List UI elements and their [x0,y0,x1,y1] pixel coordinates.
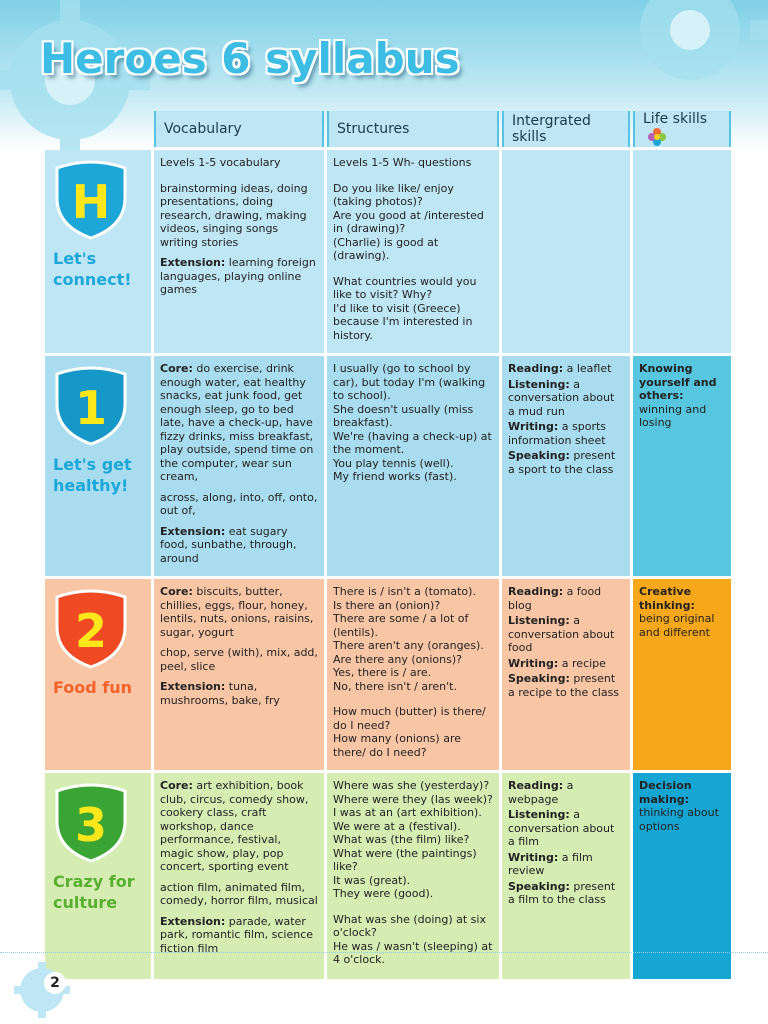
skill-label: Listening: [508,377,570,391]
skill-label: Reading: [508,779,564,792]
skill-label: Listening: [508,614,570,627]
vocabulary-cell [154,773,324,979]
unit-name-line1: Crazy for [53,872,135,891]
skill-label: Listening: [508,808,570,821]
shield-badge-icon [53,366,129,446]
vocabulary-cell [154,150,324,353]
skill-writing [508,657,624,671]
vocab-extension [160,256,318,297]
shield-badge-icon [53,160,129,240]
extension-text: tuna, mushrooms, bake, fry [160,680,280,707]
core-label: Core: [160,362,193,375]
vocab-core [160,585,318,639]
unit-name-line2: healthy! [53,476,129,495]
extension-label: Extension: [160,914,226,928]
structures-cell [327,579,499,770]
extension-text: eat sugary food, sunbathe, through, around [160,524,297,565]
structures-cell [327,356,499,576]
extension-label: Extension: [160,256,226,269]
skill-reading [508,779,624,806]
vocab-list: brainstorming ideas, doing presentations, doing research, drawing, making videos, singing songs writing stories [160,181,308,249]
skill-label: Reading: [508,362,564,375]
skill-label: Writing: [508,420,559,433]
vocab-levels: Levels 1-5 vocabulary [160,156,281,169]
table-row [45,150,731,353]
structure-block: How much (butter) is there/ do I need? How many (onions) are there/ do I need? [333,705,486,759]
core-text: do exercise, drink enough water, eat healthy snacks, eat junk food, get enough sleep, go to bed late, have a check-up, have fizzy drinks, miss breakfast, play outside, spend time on the computer, wear sun cream, [160,362,314,483]
core-label: Core: [160,779,193,792]
unit-badge-letter: H [71,175,111,229]
table-row [45,773,731,979]
header-vocabulary: Vocabulary [154,111,324,147]
skill-speaking [508,449,624,476]
extension-label: Extension: [160,524,226,538]
skill-text: a conversation about a mud run [508,377,615,418]
skill-reading [508,585,624,612]
life-skills-cell [633,356,731,576]
skill-reading [508,362,624,376]
skill-listening [508,808,624,849]
structures-cell [327,150,499,353]
unit-badge-number: 3 [74,798,108,852]
table-row [45,579,731,770]
skill-label: Writing: [508,850,559,864]
header-empty-cell [45,111,151,147]
structure-block: I usually (go to school by car), but today I'm (walking to school). She doesn't usually (miss breakfast). We're (having a check-up) at the moment. You play tennis (well). My friend works (fast). [333,362,492,483]
core-text: biscuits, butter, chillies, eggs, flour, honey, lentils, nuts, onions, raisins, sugar, yogurt [160,585,314,639]
life-skill-label: Creative thinking: [639,585,695,612]
life-skill-label: Decision making: [639,779,692,806]
skill-writing [508,420,624,447]
structure-block: Do you like like/ enjoy (taking photos)? Are you good at /interested in (drawing)? (Charlie) is good at (drawing). [333,181,484,262]
extension-text: parade, water park, romantic film, science fiction film [160,914,314,955]
page-number: 2 [44,972,66,994]
flower-icon [647,127,667,147]
life-skill-text: thinking about options [639,806,719,833]
skill-writing [508,851,624,878]
structure-block: There is / isn't a (tomato). Is there an (onion)? There are some / a lot of (lentils). There aren't any (oranges). Are there any (onions)? Yes, there is / are. No, there isn't / aren't. [333,585,484,693]
structures-cell [327,773,499,979]
life-skills-cell [633,579,731,770]
life-skills-cell [633,773,731,979]
table-row [45,356,731,576]
skills-cell [502,356,630,576]
skill-label: Speaking: [508,672,570,685]
skill-text: a film review [508,850,593,877]
skills-cell [502,773,630,979]
structure-block: What countries would you like to visit? Why? I'd like to visit (Greece) because I'm interested in history. [333,274,477,342]
syllabus-table [42,108,734,982]
skill-text: present a sport to the class [508,449,616,476]
shield-badge-icon [53,589,129,669]
table-header-row [45,111,731,147]
skill-listening [508,378,624,419]
vocab-list: across, along, into, off, onto, out of, [160,490,318,517]
core-text: art exhibition, book club, circus, comedy show, cookery class, craft workshop, dance performance, festival, magic show, play, pop concert, sporting event [160,779,309,873]
skill-speaking [508,672,624,699]
vocabulary-cell [154,579,324,770]
life-skill [639,585,725,639]
vocabulary-cell [154,356,324,576]
skill-text: a leaflet [563,362,612,375]
header-structures: Structures [327,111,499,147]
skill-label: Writing: [508,656,559,670]
extension-text: learning foreign languages, playing online games [160,256,316,296]
unit-cell [45,579,151,770]
header-integrated-skills: Intergrated skills [502,111,630,147]
skill-text: present a film to the class [508,879,616,906]
header-life-skills [633,111,731,147]
vocab-list: chop, serve (with), mix, add, peel, slice [160,646,318,673]
life-skill-text: winning and losing [639,402,707,429]
unit-name-line2: connect! [53,270,132,289]
skill-text: a recipe [558,656,606,670]
page-title: Heroes 6 syllabus [40,34,460,83]
vocab-list: action film, animated film, comedy, horror film, musical [160,880,318,907]
extension-label: Extension: [160,680,226,693]
life-skill-text: being original and different [639,612,715,639]
skill-label: Speaking: [508,449,570,462]
unit-cell [45,356,151,576]
structure-block: What was she (doing) at six o'clock? He was / wasn't (sleeping) at 4 o'clock. [333,912,493,966]
vocab-extension [160,680,318,707]
unit-name-line2: culture [53,893,118,912]
skill-text: present a recipe to the class [508,672,620,699]
unit-cell [45,150,151,353]
unit-cell [45,773,151,979]
footer-divider [0,952,768,953]
skill-text: a food blog [508,585,602,612]
unit-badge-number: 1 [74,381,108,435]
gear-decoration-icon [600,0,768,120]
life-skill-label: Knowing yourself and others: [639,362,717,402]
life-skill [639,362,725,430]
skill-text: a conversation about a film [508,808,615,848]
unit-name-line1: Food fun [53,678,133,697]
skill-speaking [508,880,624,907]
vocab-core [160,779,318,874]
gear-footer-icon [8,960,74,1020]
life-skill [639,779,725,833]
skills-cell [502,150,630,353]
header-life-skills-label: Life skills [643,111,708,127]
vocab-extension [160,915,318,956]
core-label: Core: [160,585,193,598]
vocab-extension [160,525,318,566]
vocab-core [160,362,318,484]
skill-label: Speaking: [508,879,570,893]
unit-badge-number: 2 [74,604,108,658]
skill-text: a webpage [508,779,574,806]
unit-name-line1: Let's [53,249,97,268]
skill-text: a conversation about food [508,614,615,654]
structure-block: Where was she (yesterday)? Where were they (las week)? I was at an (art exhibition). We were at a (festival). What was (the film) like? What were (the paintings) like? It was (great). They were (good). [333,779,493,900]
structure-block: Levels 1-5 Wh- questions [333,156,472,169]
unit-name-line1: Let's get [53,455,132,474]
shield-badge-icon [53,783,129,863]
skill-listening [508,614,624,655]
skills-cell [502,579,630,770]
life-skills-cell [633,150,731,353]
skill-label: Reading: [508,585,564,598]
skill-text: a sports information sheet [508,420,607,447]
